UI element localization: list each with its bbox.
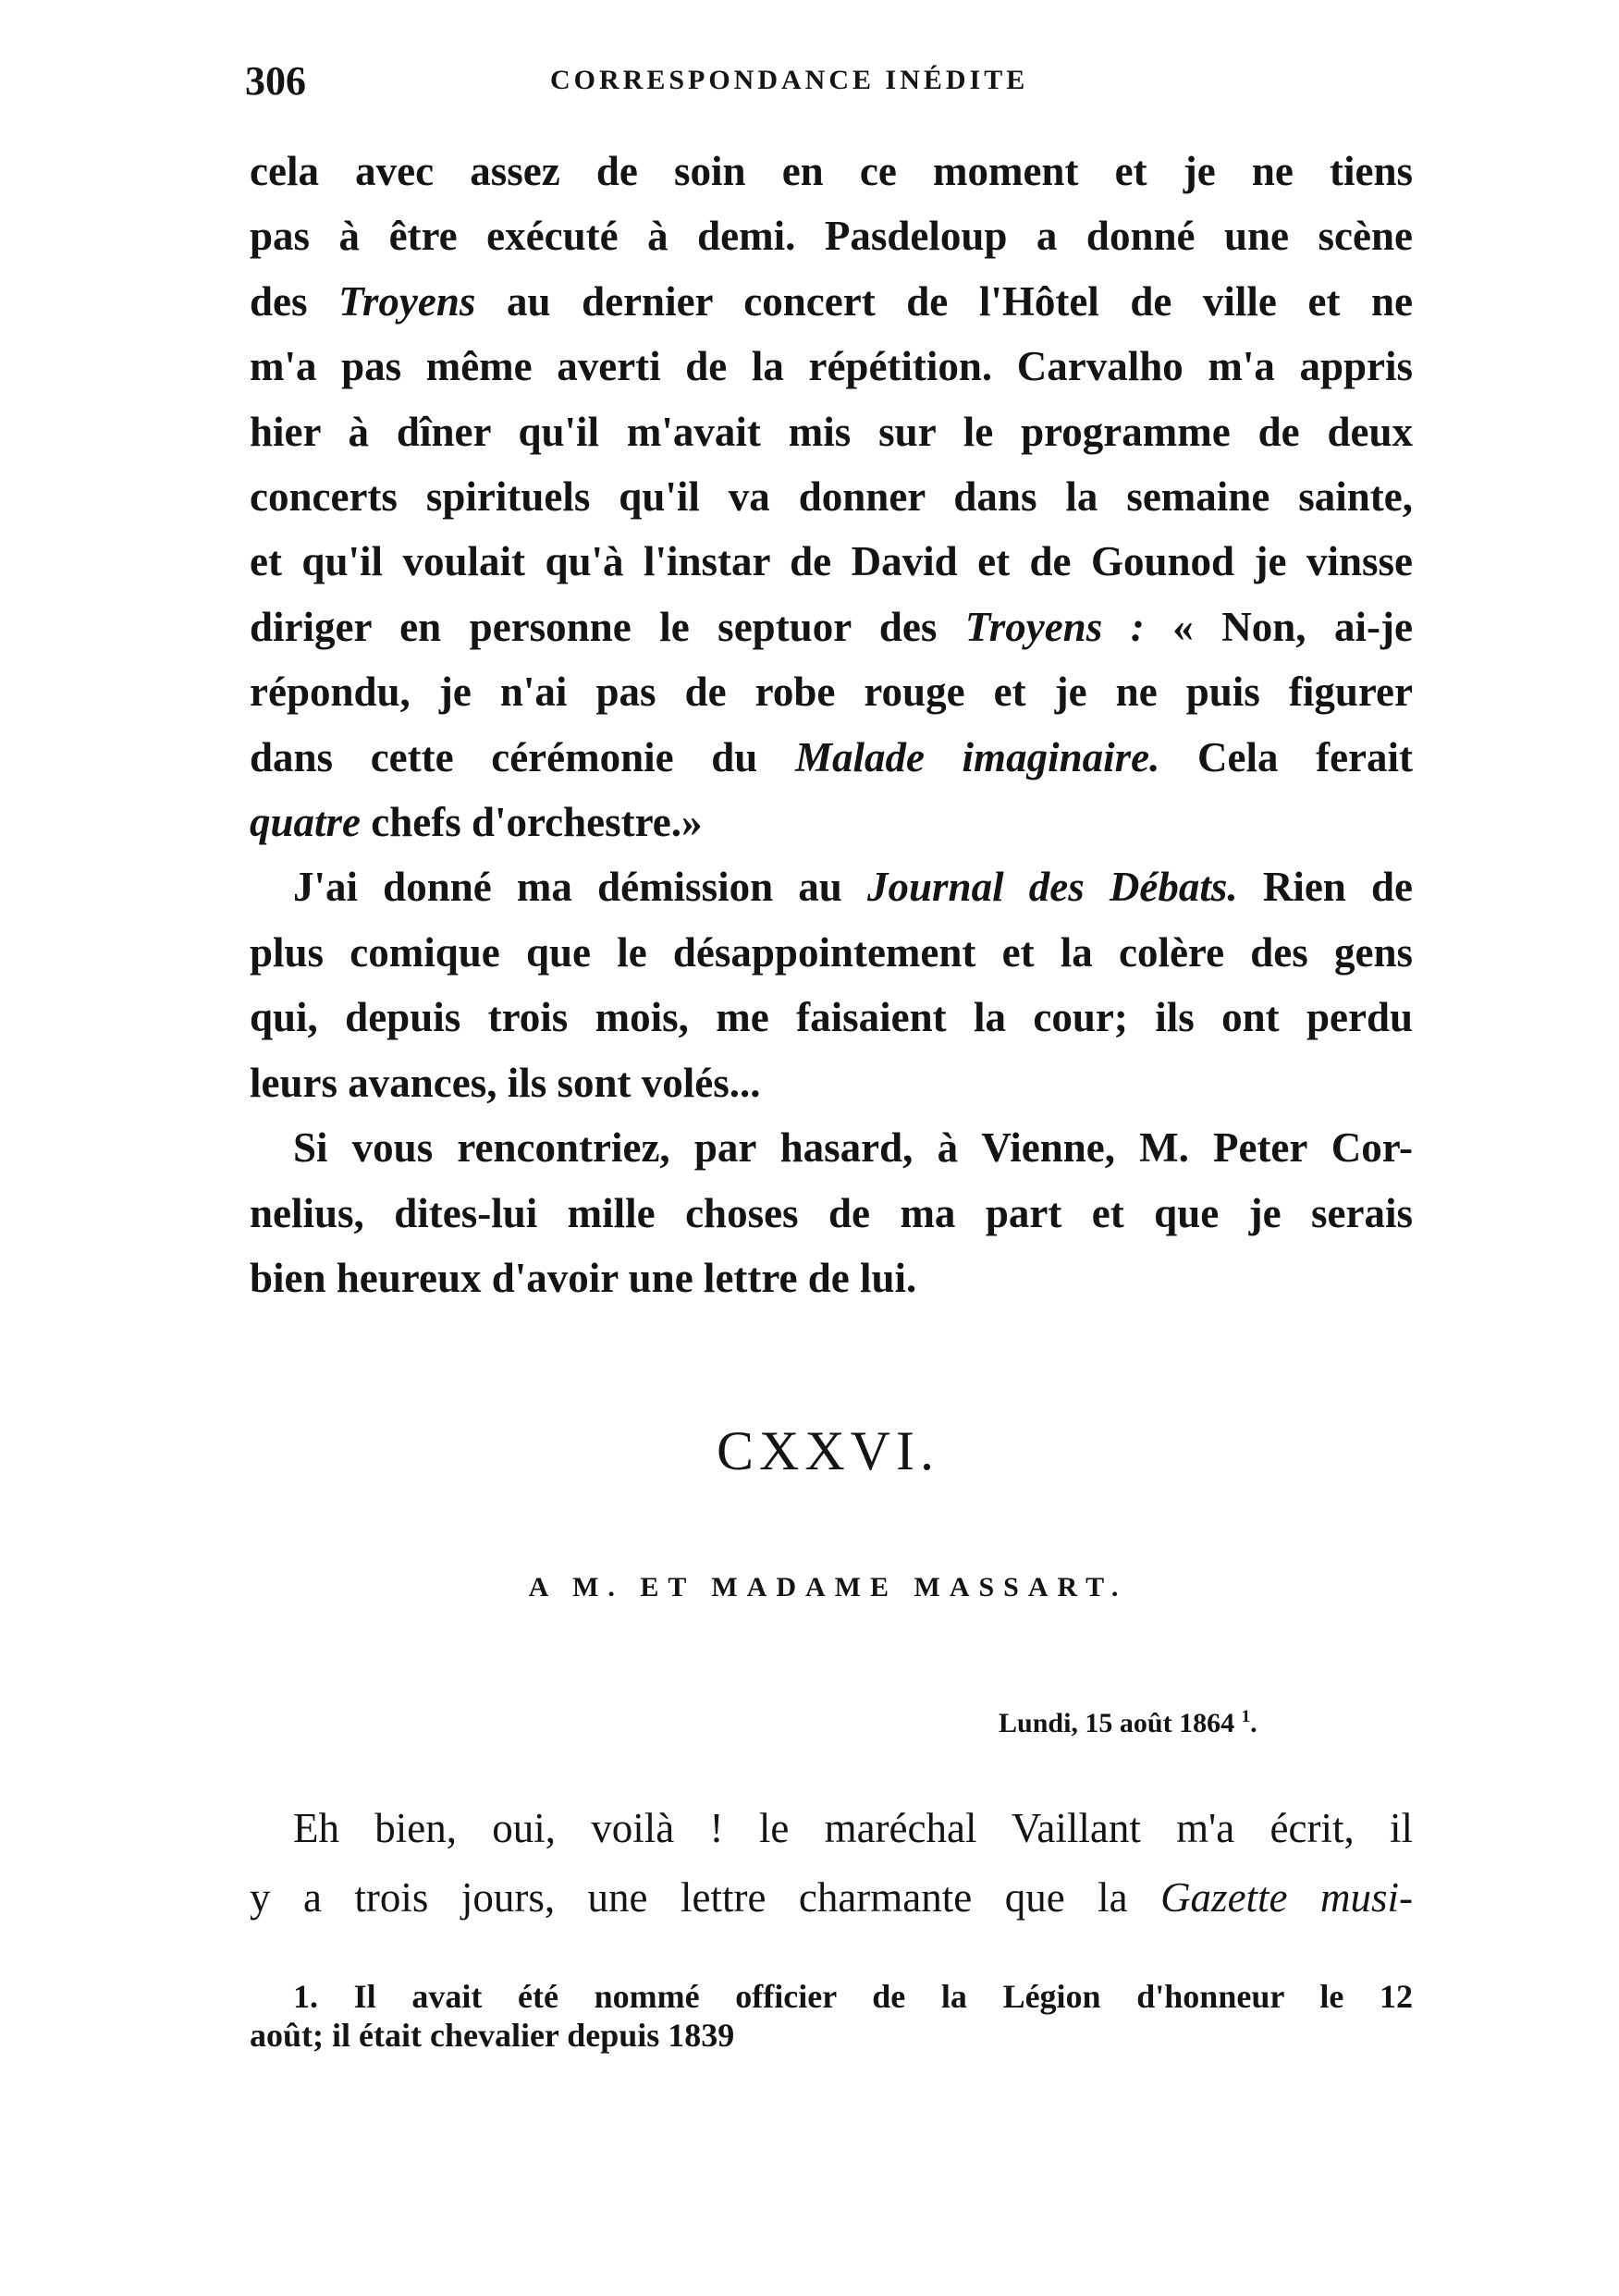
paragraph bbox=[250, 854, 1413, 1115]
italic-word: quatre bbox=[250, 799, 362, 846]
running-title: CORRESPONDANCE INÉDITE bbox=[550, 65, 1029, 95]
footnote-reference: 1 bbox=[1241, 1707, 1251, 1726]
running-head bbox=[245, 57, 1429, 113]
paragraph-continuation bbox=[250, 139, 1413, 854]
text-line: leurs avances, ils sont volés... bbox=[250, 1059, 761, 1106]
text-line: Eh bien, oui, voilà ! le maréchal Vaillant m'a écrit, il bbox=[293, 1805, 1413, 1851]
text-line: m'a pas même averti de la répétition. Carvalho m'a appris bbox=[250, 343, 1413, 390]
page-number: 306 bbox=[245, 58, 306, 104]
letter-date: Lundi, 15 août 1864 $^1$. bbox=[999, 1707, 1257, 1738]
letter-number-heading: CXXVI. bbox=[717, 1420, 939, 1481]
footnote-text bbox=[250, 1977, 1413, 2055]
text-line: pas à être exécuté à demi. Pasdeloup a donné une scène bbox=[250, 213, 1413, 260]
text-line: plus comique que le désappointement et la colère des gens bbox=[250, 928, 1413, 976]
text-line: hier à dîner qu'il m'avait mis sur le programme de deux bbox=[250, 408, 1413, 455]
text-line: J'ai donné ma démission au Journal des Débats. Rien de bbox=[293, 864, 1413, 911]
text-line: août; il était chevalier depuis 1839 bbox=[250, 2017, 735, 2054]
text-line: diriger en personne le septuor des Troyens : « Non, ai-je bbox=[250, 603, 1413, 650]
footnote bbox=[250, 1977, 1413, 2055]
text-line: des Troyens au dernier concert de l'Hôtel de ville et ne bbox=[250, 277, 1414, 325]
text-line: y a trois jours, une lettre charmante que la Gazette musi- bbox=[250, 1874, 1413, 1921]
text-line: et qu'il voulait qu'à l'instar de David et de Gounod je vinsse bbox=[250, 538, 1413, 585]
paragraph bbox=[250, 1794, 1413, 1933]
italic-title: Troyens : bbox=[964, 603, 1145, 650]
italic-title: Malade imaginaire. bbox=[794, 733, 1160, 780]
text-line: quatre chefs d'orchestre.» bbox=[250, 799, 703, 846]
body-text bbox=[250, 139, 1413, 1310]
text-line: Si vous rencontriez, par hasard, à Vienne, M. Peter Cor- bbox=[293, 1124, 1413, 1172]
italic-title: Gazette musi- bbox=[1160, 1874, 1413, 1921]
italic-title: Troyens bbox=[338, 277, 476, 325]
text-line: nelius, dites-lui mille choses de ma part et que je serais bbox=[250, 1189, 1413, 1236]
text-line: concerts spirituels qu'il va donner dans la semaine sainte, bbox=[250, 473, 1413, 521]
text-line: cela avec assez de soin en ce moment et je ne tiens bbox=[250, 148, 1413, 194]
text-line: 1. Il avait été nommé officier de la Légion d'honneur le 12 bbox=[293, 1978, 1413, 2015]
letter-body bbox=[250, 1794, 1413, 1933]
paragraph bbox=[250, 1115, 1413, 1310]
text-line: bien heureux d'avoir une lettre de lui. bbox=[250, 1254, 917, 1301]
letter-addressee: A M. ET MADAME MASSART. bbox=[528, 1572, 1128, 1602]
italic-title: Journal des Débats. bbox=[867, 864, 1238, 911]
text-line: dans cette cérémonie du Malade imaginaire. Cela ferait bbox=[250, 733, 1414, 780]
text-line: qui, depuis trois mois, me faisaient la cour; ils ont perdu bbox=[250, 994, 1413, 1041]
text-line: répondu, je n'ai pas de robe rouge et je ne puis figurer bbox=[250, 669, 1413, 716]
